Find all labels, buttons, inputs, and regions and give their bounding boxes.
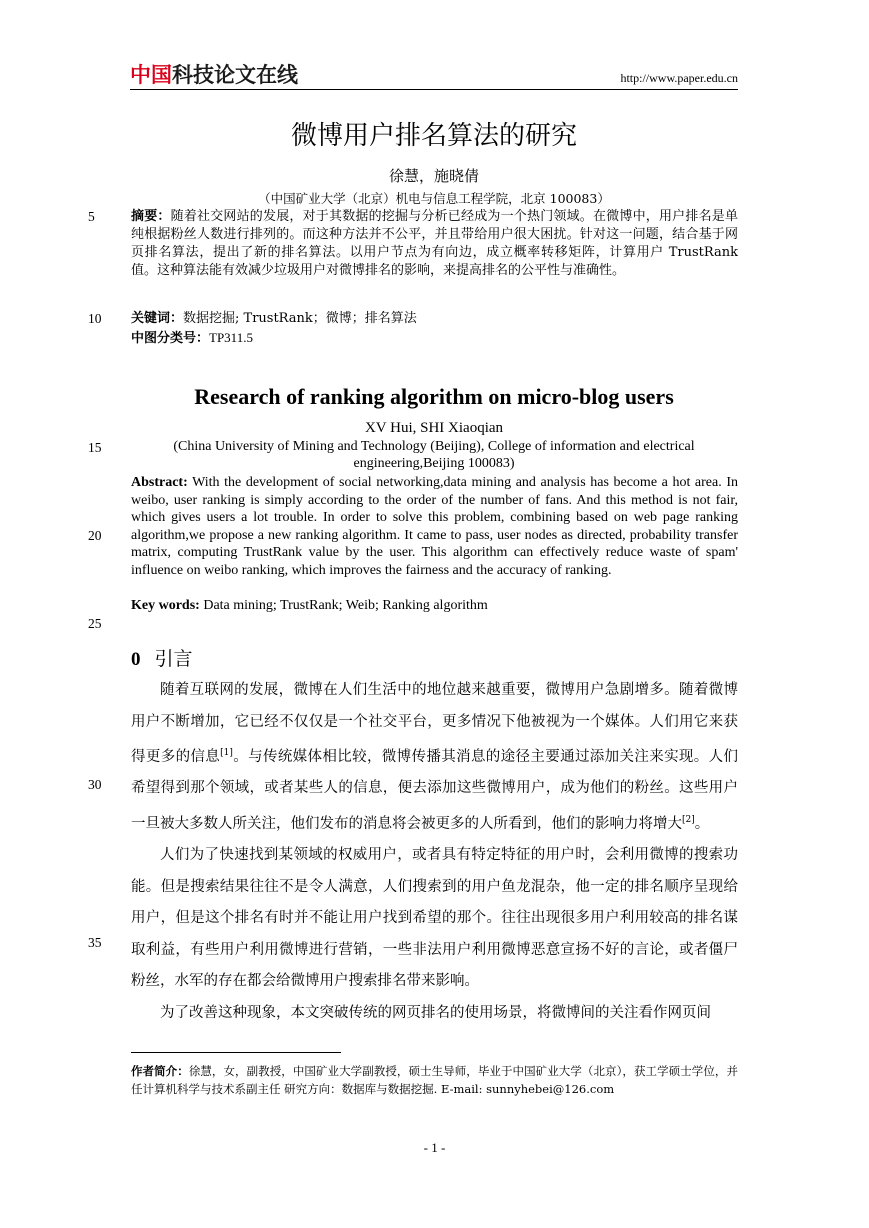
abstract-en: [131, 474, 738, 580]
abstract-cn: [131, 208, 738, 280]
authors-en: XV Hui, SHI Xiaoqian: [364, 420, 504, 436]
section-title: 引言: [154, 648, 193, 670]
paragraph-1-part-c: 。: [694, 815, 710, 832]
classification-cn-text: TP311.5: [209, 330, 253, 345]
keywords-cn-text: 数据挖掘; TrustRank；微博；排名算法: [183, 311, 417, 326]
line-number: 30: [88, 777, 102, 792]
keywords-en: [131, 597, 738, 615]
line-number: 5: [88, 209, 95, 224]
logo-black-text: 科技论文在线: [172, 63, 298, 87]
line-number: 20: [88, 528, 102, 543]
keywords-cn-label: 关键词：: [131, 311, 184, 326]
affiliation-en-line1: (China University of Mining and Technology (Beijing), College of information and electrical: [173, 439, 695, 454]
abstract-cn-text: 随着社交网站的发展，对于其数据的挖掘与分析已经成为一个热门领域。在微博中，用户排名是单纯根据粉丝人数进行排列的。而这种方法并不公平，并且带给用户很大困扰。针对这一问题，结合基于网页排名算法，提出了新的排名算法。以用户节点为有向边，成立概率转移矩阵，计算用户 TrustRank 值。这种算法能有效减少垃圾用户对微博排名的影响，来提高排名的公平性与准确性。: [131, 209, 738, 278]
footnote-divider: [131, 1052, 341, 1053]
keywords-cn: [131, 310, 738, 328]
abstract-en-text: With the development of social networking,data mining and analysis has become a hot area. In weibo, user ranking is simply according to the order of the number of fans. And this method is not fair, which gives users a lot trouble. In order to solve this problem, combining based on web page ranking algorithm,we propose a new ranking algorithm. It came to pass, user nodes as directed, probability transfer matrix, computing TrustRank value by the user. This algorithm can effectively reduce waste of spam' influence on weibo ranking, which improves the fairness and the accuracy of ranking.: [131, 475, 738, 578]
citation-1[interactable]: [1]: [220, 748, 233, 758]
citation-2[interactable]: [2]: [682, 814, 695, 825]
line-number: 15: [88, 440, 102, 455]
section-heading: [131, 646, 193, 673]
classification-cn-label: 中图分类号：: [131, 331, 210, 346]
page-header: [130, 62, 738, 90]
classification-cn: [131, 329, 738, 348]
line-number: 25: [88, 616, 102, 631]
affiliation-cn: （中国矿业大学（北京）机电与信息工程学院，北京 100083）: [258, 191, 610, 206]
keywords-en-text: Data mining; TrustRank; Weib; Ranking algorithm: [199, 598, 488, 613]
section-number: 0: [131, 649, 141, 670]
paragraph-1: [131, 675, 738, 840]
paragraph-1-part-a: 随着互联网的发展，微博在人们生活中的地位越来越重要，微博用户急剧增多。随着微博用户不断增加，它已经不仅仅是一个社交平台，更多情况下他被视为一个媒体。人们用它来获得更多的信息: [131, 682, 738, 765]
footnote-label: 作者简介：: [131, 1064, 189, 1078]
affiliation-en: [130, 438, 738, 472]
abstract-cn-label: 摘要：: [131, 209, 171, 224]
paper-title-en: Research of ranking algorithm on micro-blog users: [194, 384, 674, 409]
author-footnote: [131, 1062, 738, 1098]
paragraph-1-part-b: 。与传统媒体相比较，微博传播其消息的途径主要通过添加关注来实现。人们希望得到那个领域，或者某些人的信息，便去添加这些微博用户，成为他们的粉丝。这些用户一旦被大多数人所关注，他们发布的消息将会被更多的人所看到，他们的影响力将增大: [131, 748, 739, 832]
paragraph-2: 人们为了快速找到某领域的权威用户，或者具有特定特征的用户时，会利用微博的搜索功能。但是搜索结果往往不是令人满意，人们搜索到的用户鱼龙混杂，他一定的排名顺序呈现给用户，但是这个排名有时并不能让用户找到希望的那个。往往出现很多用户利用较高的排名谋取利益，有些用户利用微博进行营销，一些非法用户利用微博恶意宣扬不好的言论，或者僵尸粉丝，水军的存在都会给微博用户搜索排名带来影响。: [131, 847, 738, 990]
body-text: [131, 675, 738, 1029]
line-number: 35: [88, 935, 102, 950]
paper-title-cn: 微博用户排名算法的研究: [290, 121, 577, 151]
keywords-en-label: Key words:: [131, 598, 200, 613]
line-number: 10: [88, 311, 102, 326]
journal-logo: [130, 62, 298, 88]
affiliation-en-line2: engineering,Beijing 100083): [353, 456, 515, 471]
header-url[interactable]: http://www.paper.edu.cn: [620, 71, 738, 85]
logo-red-text: 中国: [130, 63, 172, 87]
footnote-text: 徐慧，女，副教授，中国矿业大学副教授，硕士生导师，毕业于中国矿业大学（北京），获工学硕士学位，并任计算机科学与技术系副主任 研究方向：数据库与数据挖掘. E-mail: sunnyhebei@126.com: [131, 1064, 738, 1096]
paragraph-3: 为了改善这种现象，本文突破传统的网页排名的使用场景，将微博间的关注看作网页间: [160, 1004, 711, 1021]
authors-cn: 徐慧，施晓倩: [388, 167, 479, 185]
page-number: - 1 -: [423, 1140, 446, 1155]
abstract-en-label: Abstract:: [131, 475, 188, 490]
